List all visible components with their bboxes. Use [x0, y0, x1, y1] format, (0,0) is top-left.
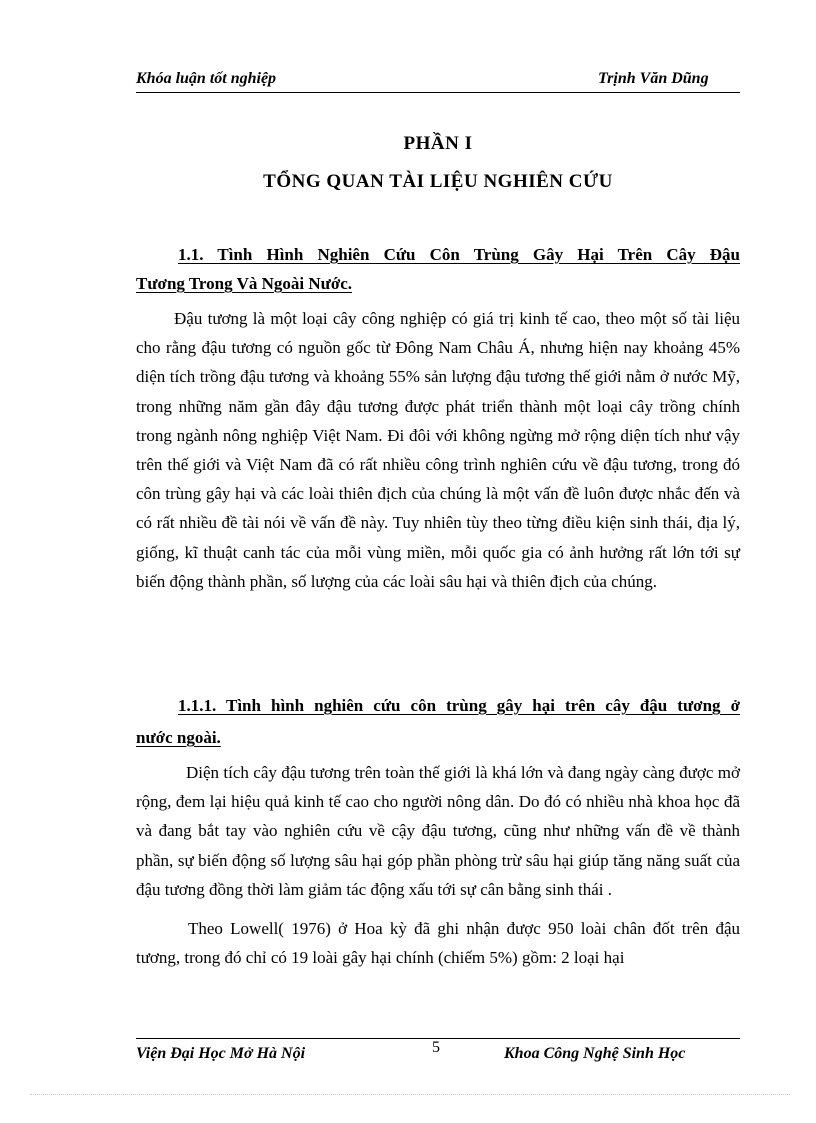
- header-thesis-label: Khóa luận tốt nghiệp: [136, 70, 277, 87]
- section-1-1-heading-line1: 1.1. Tình Hình Nghiên Cứu Côn Trùng Gây Hại Trên Cây Đậu: [178, 245, 740, 264]
- section-1-1-body: [136, 304, 740, 596]
- section-1-1-1-body: [136, 758, 740, 972]
- header-author-name: Trịnh Văn Dũng: [598, 70, 709, 87]
- section-1-1-1-heading-line2: nước ngoài.: [136, 728, 221, 747]
- page-footer: [136, 1038, 740, 1065]
- section-1-1-1-paragraph1: Diện tích cây đậu tương trên toàn thế giới là khá lớn và đang ngày càng được mở rộng, đem lại hiệu quả kinh tế cao cho người nông dân. Do đó có nhiều nhà khoa học đã và đang bắt tay vào nghiên cứu về cậy đậu tương, cũng như những vấn đề về thành phần, sự biến động số lượng sâu hại góp phần phòng trừ sâu hại giúp tăng năng suất của đậu tương đồng thời làm giảm tác động xấu tới sự cân bằng sinh thái .: [136, 763, 740, 899]
- footer-institution: Viện Đại Học Mở Hà Nội: [136, 1045, 306, 1062]
- footer-page-number: 5: [432, 1039, 440, 1056]
- page-edge-divider: [30, 1094, 790, 1095]
- page-header: [136, 68, 740, 93]
- section-1-1-paragraph: Đậu tương là một loại cây công nghiệp có giá trị kinh tế cao, theo một số tài liệu cho rằng đậu tương có nguồn gốc từ Đông Nam Châu Á, nhưng hiện nay khoảng 45% diện tích trồng đậu tương và khoảng 55% sản lượng đậu tương thế giới nằm ở nước Mỹ, trong những năm gần đây đậu tương được phát triển thành một loại cây trồng chính trong ngành nông nghiệp Việt Nam. Đi đôi với không ngừng mở rộng diện tích như vậy trên thế giới và Việt Nam đã có rất nhiều công trình nghiên cứu về đậu tương, trong đó côn trùng gây hại và các loài thiên địch của chúng là một vấn đề luôn được nhắc đến và có rất nhiều đề tài nói về vấn đề này. Tuy nhiên tùy theo từng điều kiện sinh thái, địa lý, giống, kĩ thuật canh tác của mỗi vùng miền, mỗi quốc gia có ảnh hưởng rất lớn tới sự biến động thành phần, số lượng của các loài sâu hại và thiên địch của chúng.: [136, 309, 740, 591]
- section-1-1-heading-line2: Tương Trong Và Ngoài Nước.: [136, 274, 353, 293]
- section-1-1-1-heading-line1: 1.1.1. Tình hình nghiên cứu côn trùng gây hại trên cây đậu tương ở: [178, 696, 740, 715]
- footer-faculty: Khoa Công Nghệ Sinh Học: [504, 1045, 686, 1062]
- section-1-1-1-paragraph2: Theo Lowell( 1976) ở Hoa kỳ đã ghi nhận được 950 loài chân đốt trên đậu tương, trong đó chỉ có 19 loài gây hại chính (chiếm 5%) gồm: 2 loại hại: [136, 919, 740, 968]
- part-title: PHẦN I: [403, 133, 473, 154]
- part-subtitle: TỔNG QUAN TÀI LIỆU NGHIÊN CỨU: [263, 171, 613, 192]
